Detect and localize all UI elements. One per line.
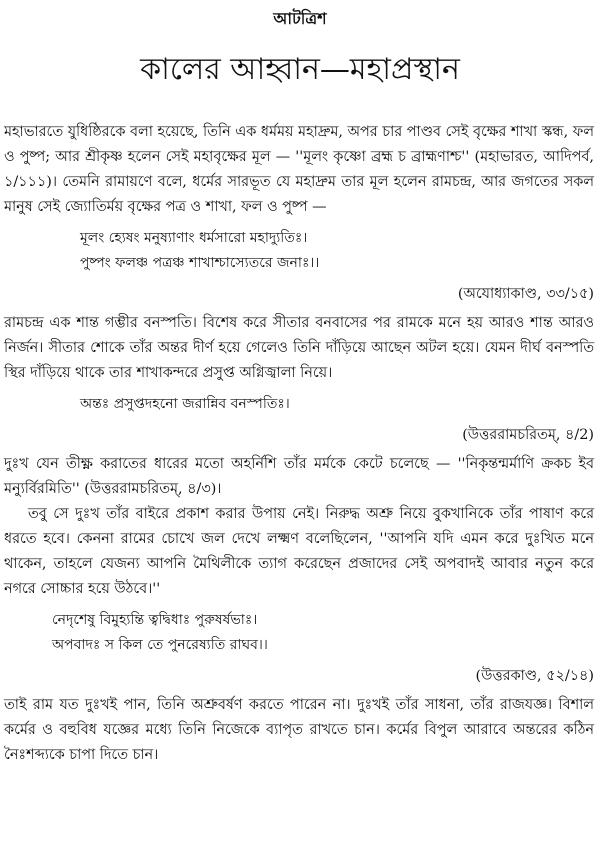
paragraph-2: রামচন্দ্র এক শান্ত গম্ভীর বনস্পতি। বিশেষ করে সীতার বনবাসের পর রামকে মনে হয় আরও শান্ত আরও নির্জন। সীতার শোকে তাঁর অন্তর দীর্ণ হয়ে গেলেও তিনি দাঁড়িয়ে আছেন অটল হয়ে। যেমন দীর্ঘ বনস্পতি স্থির দাঁড়িয়ে থাকে তার শাখাকন্দরে প্রসুপ্ত অগ্নিজ্বালা নিয়ে। xyxy=(4,315,594,381)
paragraph-1: মহাভারতে যুধিষ্ঠিরকে বলা হয়েছে, তিনি এক ধর্মময় মহাদ্রুম, অপর চার পাণ্ডব সেই বৃক্ষের শাখা স্কন্ধ, ফল ও পুষ্প; আর শ্রীকৃষ্ণ হলেন সেই মহাবৃক্ষের মূল — ''মূলং কৃষ্ণো ব্রহ্ম চ ব্রাহ্মণাশ্চ'' (মহাভারত, আদিপর্ব, ১/১১১)। তেমনি রামায়ণে বলে, ধর্মের সারভূত যে মহাদ্রুম তার মূল হলেন রামচন্দ্র, আর জগতের সকল মানুষ সেই জ্যোতির্ময় বৃক্ষের পত্র ও শাখা, ফল ও পুষ্প — xyxy=(4,124,594,215)
verse-line: পুষ্পং ফলঞ্চ পত্রঞ্চ শাখাশ্চাস্যেতরে জনাঃ।। xyxy=(80,255,320,271)
chapter-title: কালের আহ্বান—মহাপ্রস্থান xyxy=(140,52,460,87)
citation-1: (অযোধ্যাকাণ্ড, ৩৩/১৫) xyxy=(457,286,594,302)
verse-block-1 xyxy=(80,226,594,276)
chapter-number: আটত্রিশ xyxy=(273,9,327,28)
paragraph-5: তাই রাম যত দুঃখই পান, তিনি অশ্রুবর্ষণ করতে পারেন না। দুঃখই তাঁর সাধনা, তাঁর রাজযজ্ঞ। বিশাল কর্মের ও বহুবিধ যজ্ঞের মধ্যে তিনি নিজেকে ব্যাপৃত রাখতে চান। কর্মের বিপুল আরাবে অন্তরের কঠিন নৈঃশব্দ্যকে চাপা দিতে চান। xyxy=(4,697,594,763)
chapter-body xyxy=(4,120,594,768)
verse-line: অন্তঃ প্রসুপ্তদহনো জরান্নিব বনস্পতিঃ। xyxy=(80,396,290,412)
citation-2: (উত্তররামচরিতম্, ৪/2) xyxy=(462,427,594,443)
paragraph-4: তবু সে দুঃখ তাঁর বাইরে প্রকাশ করার উপায় নেই। নিরুদ্ধ অশ্রু নিয়ে বুকখানিকে তাঁর পাষাণ করে ধরতে হবে। কেননা রামের চোখে জল দেখে লক্ষ্মণ বলেছিলেন, ''আপনি যদি এমন করে দুঃখিত মনে থাকেন, তাহলে যেজন্য আপনি মৈথিলীকে ত্যাগ করেছেন প্রজাদের সেই অপবাদই আবার নতুন করে নগরে সোচ্চার হয়ে উঠবে।'' xyxy=(4,506,594,597)
verse-line: মূলং হ্যেষং মনুষ্যাণাং ধর্মসারো মহাদ্যুতিঃ। xyxy=(80,230,308,246)
verse-block-3 xyxy=(52,608,594,658)
citation-3: (উত্তরকাণ্ড, ৫২/১৪) xyxy=(475,668,594,684)
verse-line: অপবাদঃ স কিল তে পুনরেষ্যতি রাঘব।। xyxy=(52,637,268,653)
verse-line: নেদৃশেষু বিমুহ্যন্তি ত্বদ্বিধাঃ পুরুষর্ষভাঃ। xyxy=(52,612,258,628)
verse-block-2 xyxy=(80,392,594,417)
paragraph-3: দুঃখ যেন তীক্ষ্ণ করাতের ধারের মতো অহর্নিশি তাঁর মর্মকে কেটে চলেছে — ''নিকৃন্তন্মর্মাণি ক্রকচ ইব মন্যুর্বিরমিতি'' (উত্তররামচরিতম্, ৪/৩)। xyxy=(4,456,594,497)
